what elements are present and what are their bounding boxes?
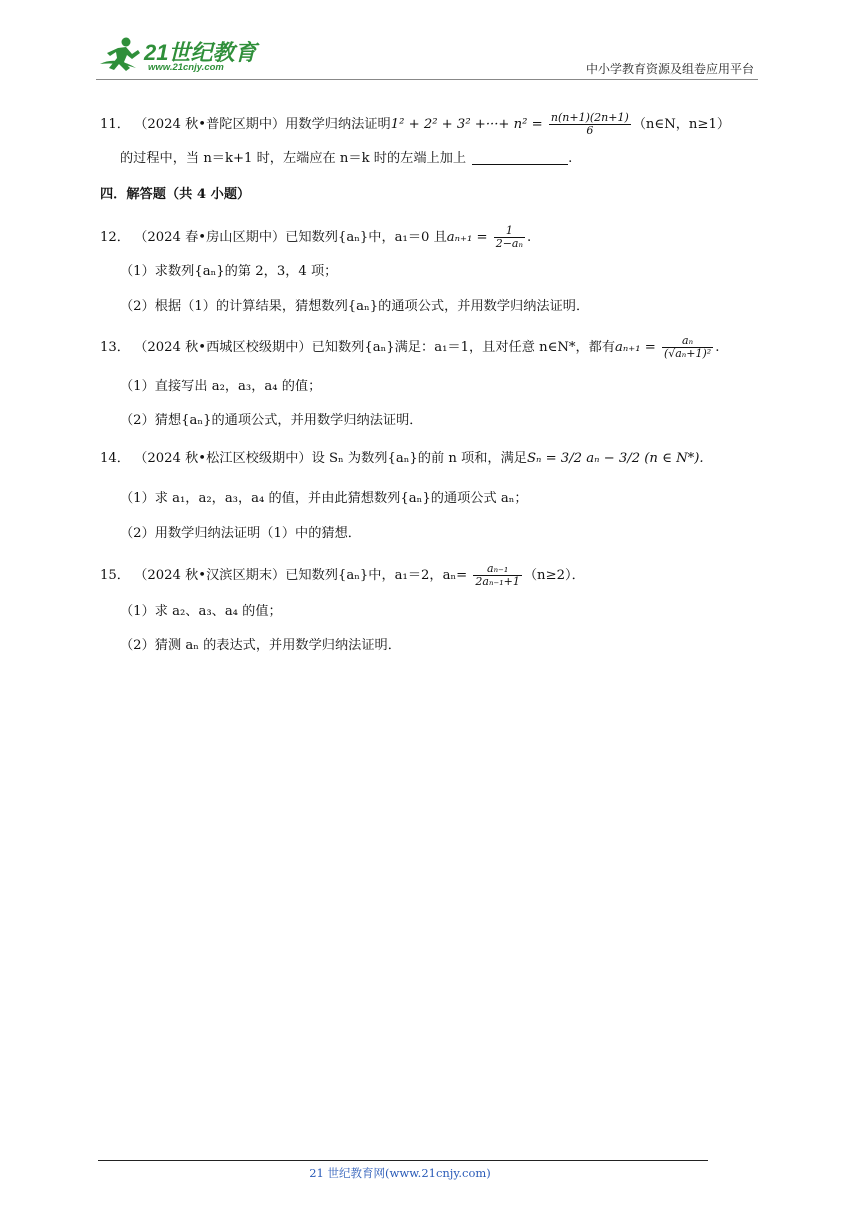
- page-header: [96, 34, 758, 80]
- question-text: 已知数列{aₙ}满足：a₁＝1，且对任意 n∈N*，都有: [311, 340, 616, 355]
- question-text: 设 Sₙ 为数列{aₙ}的前 n 项和，满足: [311, 451, 527, 466]
- sum-formula: 1² + 2² + 3² +···+ n² =: [390, 117, 543, 132]
- question-text: 已知数列{aₙ}中，a₁＝2，aₙ=: [285, 568, 468, 583]
- period: .: [715, 340, 720, 355]
- condition: （n≥2）．: [523, 568, 585, 583]
- fraction-numerator: aₙ₋₁: [473, 563, 521, 576]
- fraction-denominator: 2−aₙ: [495, 237, 523, 250]
- question-source: （2024 春•房山区期中）: [134, 230, 286, 245]
- fraction: [473, 563, 521, 588]
- footer-link[interactable]: 21 世纪教育网(www.21cnjy.com): [309, 1166, 491, 1180]
- question-source: （2024 秋•松江区校级期中）: [134, 451, 312, 466]
- formula: Sₙ = 3/2 aₙ − 3/2 (n ∈ N*).: [527, 451, 704, 466]
- header-platform-title: 中小学教育资源及组卷应用平台: [585, 62, 754, 76]
- question-11-line1: [100, 112, 730, 137]
- question-15-stem: [100, 563, 585, 588]
- answer-blank[interactable]: [472, 150, 568, 165]
- question-12-part1: （1）求数列{aₙ}的第 2，3，4 项；: [120, 264, 338, 279]
- formula-lhs: aₙ₊₁ =: [446, 230, 488, 245]
- fraction-denominator: 2aₙ₋₁+1: [475, 575, 520, 588]
- runner-logo-icon: [96, 34, 146, 78]
- fraction-numerator: aₙ: [662, 335, 713, 348]
- logo-text: 21世纪教育: [144, 40, 257, 65]
- question-13-part1: （1）直接写出 a₂，a₃，a₄ 的值；: [120, 379, 322, 394]
- question-14-part2: （2）用数学归纳法证明（1）中的猜想．: [120, 526, 361, 541]
- logo-url: www.21cnjy.com: [148, 62, 224, 73]
- period: .: [526, 230, 532, 245]
- question-11-line2: [120, 150, 572, 168]
- fraction-denominator: (√aₙ+1)²: [663, 347, 712, 360]
- question-14-stem: [100, 450, 704, 468]
- footer-divider: [98, 1160, 708, 1161]
- question-number: 12．: [100, 230, 130, 245]
- fraction: [662, 335, 713, 360]
- question-number: 13．: [100, 340, 130, 355]
- question-number: 15．: [100, 568, 130, 583]
- question-12-stem: [100, 225, 531, 250]
- question-number: 14．: [100, 451, 130, 466]
- question-text: 的过程中，当 n＝k+1 时，左端应在 n＝k 时的左端上加上: [120, 151, 467, 166]
- fraction-numerator: n(n+1)(2n+1): [550, 111, 629, 124]
- question-text: 已知数列{aₙ}中，a₁＝0 且: [285, 230, 447, 245]
- question-14-part1: （1）求 a₁，a₂，a₃，a₄ 的值，并由此猜想数列{aₙ}的通项公式 aₙ；: [120, 491, 528, 506]
- period: .: [568, 151, 573, 166]
- fraction: [549, 112, 631, 137]
- section-title: 四．解答题（共 4 小题）: [100, 187, 251, 202]
- condition: （n∈N，n≥1）: [632, 117, 731, 132]
- question-source: （2024 秋•汉滨区期末）: [134, 568, 286, 583]
- question-number: 11．: [100, 117, 130, 132]
- question-12-part2: （2）根据（1）的计算结果，猜想数列{aₙ}的通项公式，并用数学归纳法证明．: [120, 299, 590, 314]
- question-13-stem: [100, 335, 719, 360]
- logo: [96, 34, 266, 78]
- fraction-numerator: 1: [494, 225, 525, 238]
- header-divider: [96, 79, 758, 80]
- question-13-part2: （2）猜想{aₙ}的通项公式，并用数学归纳法证明．: [120, 413, 423, 428]
- question-lead: 用数学归纳法证明: [285, 117, 391, 132]
- question-15-part1: （1）求 a₂、a₃、a₄ 的值；: [120, 604, 282, 619]
- question-source: （2024 秋•西城区校级期中）: [134, 340, 312, 355]
- question-15-part2: （2）猜测 aₙ 的表达式，并用数学归纳法证明．: [120, 638, 401, 653]
- fraction: [494, 225, 525, 250]
- question-source: （2024 秋•普陀区期中）: [134, 117, 286, 132]
- formula-lhs: aₙ₊₁ =: [615, 340, 656, 355]
- fraction-denominator: 6: [586, 124, 594, 137]
